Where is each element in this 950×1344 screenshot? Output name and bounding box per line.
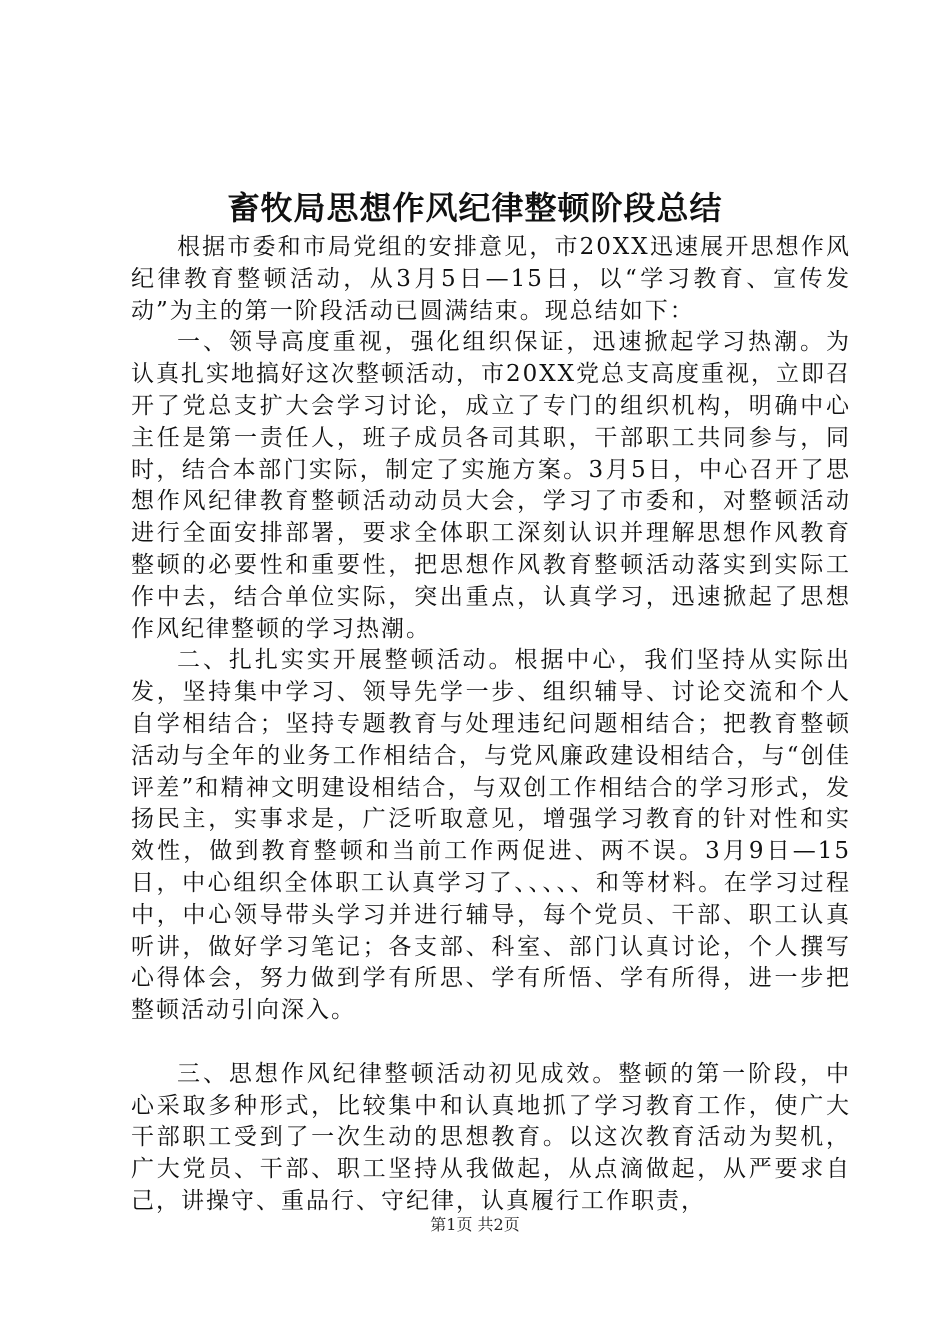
paragraph-section-1: 一、领导高度重视，强化组织保证，迅速掀起学习热潮。为认真扎实地搞好这次整顿活动，市20XX党总支高度重视，立即召开了党总支扩大会学习讨论，成立了专门的组织机构，明确中心主任是第一责任人，班子成员各司其职，干部职工共同参与，同时，结合本部门实际，制定了实施方案。3月5日，中心召开了思想作风纪律教育整顿活动动员大会，学习了市委和，对整顿活动进行全面安排部署，要求全体职工深刻认识并理解思想作风教育整顿的必要性和重要性，把思想作风教育整顿活动落实到实际工作中去，结合单位实际，突出重点，认真学习，迅速掀起了思想作风纪律整顿的学习热潮。 [131, 329, 852, 642]
document-body [131, 232, 851, 1218]
page-number-footer: 第1页 共2页 [430, 1215, 520, 1234]
paragraph-section-3: 三、思想作风纪律整顿活动初见成效。整顿的第一阶段，中心采取多种形式，比较集中和认真地抓了学习教育工作，使广大干部职工受到了一次生动的思想教育。以这次教育活动为契机，广大党员、干部、职工坚持从我做起，从点滴做起，从严要求自己，讲操守、重品行、守纪律，认真履行工作职责， [131, 1060, 851, 1214]
document-title: 畜牧局思想作风纪律整顿阶段总结 [227, 189, 723, 227]
paragraph-intro: 根据市委和市局党组的安排意见，市20XX迅速展开思想作风纪律教育整顿活动，从3月5日—15日，以“学习教育、宣传发动”为主的第一阶段活动已圆满结束。现总结如下： [131, 234, 851, 324]
paragraph-section-2: 二、扎扎实实开展整顿活动。根据中心，我们坚持从实际出发，坚持集中学习、领导先学一步、组织辅导、讨论交流和个人自学相结合；坚持专题教育与处理违纪问题相结合；把教育整顿活动与全年的业务工作相结合，与党风廉政建设相结合，与“创佳评差”和精神文明建设相结合，与双创工作相结合的学习形式，发扬民主，实事求是，广泛听取意见，增强学习教育的针对性和实效性，做到教育整顿和当前工作两促进、两不误。3月9日—15日，中心组织全体职工认真学习了、、、、、和等材料。在学习过程中，中心领导带头学习并进行辅导，每个党员、干部、职工认真听讲，做好学习笔记；各支部、科室、部门认真讨论，个人撰写心得体会，努力做到学有所思、学有所悟、学有所得，进一步把整顿活动引向深入。 [131, 647, 851, 1024]
